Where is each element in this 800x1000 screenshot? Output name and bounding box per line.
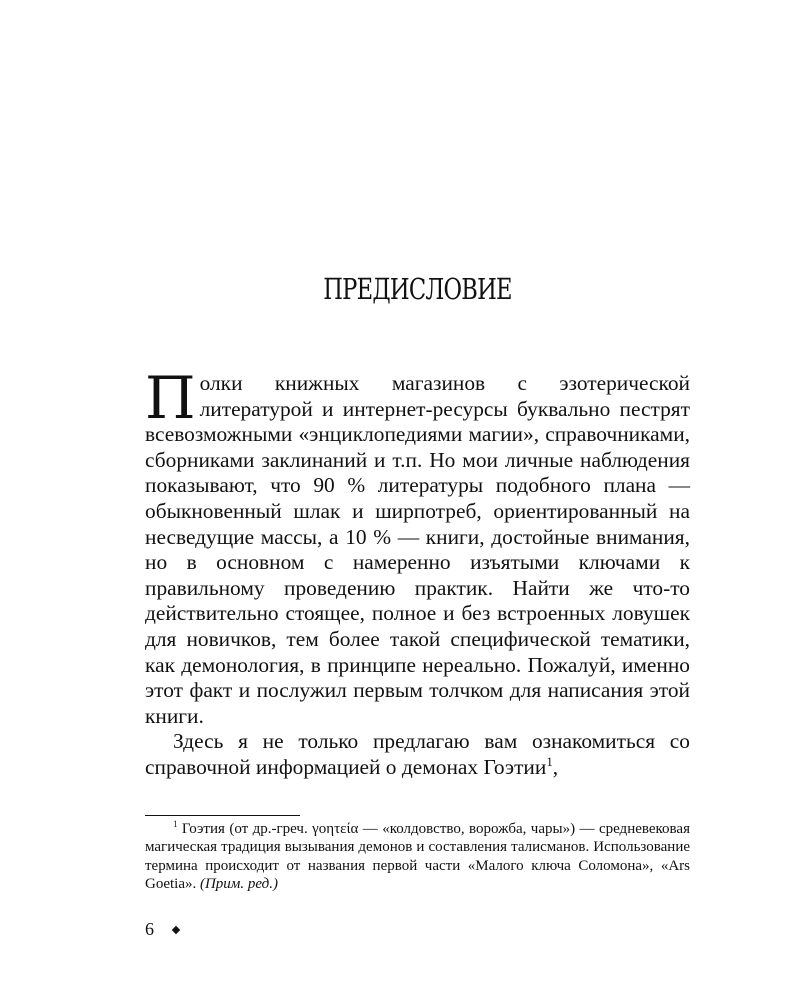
- drop-cap: П: [145, 364, 196, 432]
- diamond-icon: [172, 926, 180, 934]
- paragraph-2: [145, 729, 690, 780]
- book-page: [145, 0, 690, 1000]
- paragraph-1-text: олки книжных магазинов с эзотерической литературой и интернет-ресурсы буквально пестрят всевозможными «энциклопедиями магии», справочниками, сборниками заклинаний и т.п. Но мои личные наблюдения показывают, что 90 % литературы подобного плана — обыкновенный шлак и ширпотреб, ориентированный на несведущие массы, а 10 % — книги, достойные внимания, но в основном с намеренно изъятыми ключами к правильному проведению практик. Найти же что-то действительно стоящее, полное и без встроенных ловушек для новичков, тем более такой специфической тематики, как демонология, в принципе нереально. Пожалуй, именно этот факт и послужил первым толчком для написания этой книги.: [145, 371, 690, 728]
- body-text: [145, 364, 690, 781]
- chapter-title: ПРЕДИСЛОВИЕ: [323, 272, 512, 306]
- paragraph-1: [145, 364, 690, 729]
- footnote-editor-note: (Прим. ред.): [199, 876, 279, 893]
- paragraph-2-end: ,: [552, 754, 559, 779]
- footnote-text: Гоэтия (от др.-греч. γοητεία — «колдовство, ворожба, чары») — средневековая магическая традиция вызывания демонов и составления талисманов. Использование термина происходит от названия первой части «Малого ключа Соломона», «Ars Goetia».: [145, 821, 690, 893]
- footnote-divider: [145, 815, 300, 816]
- page-number: 6: [145, 919, 154, 939]
- footnote-reference[interactable]: 1: [546, 754, 553, 769]
- paragraph-2-text: Здесь я не только предлагаю вам ознакомиться со справочной информацией о демонах Гоэтии: [145, 729, 690, 779]
- footnote-marker: 1: [173, 819, 178, 829]
- footnote: [145, 820, 690, 894]
